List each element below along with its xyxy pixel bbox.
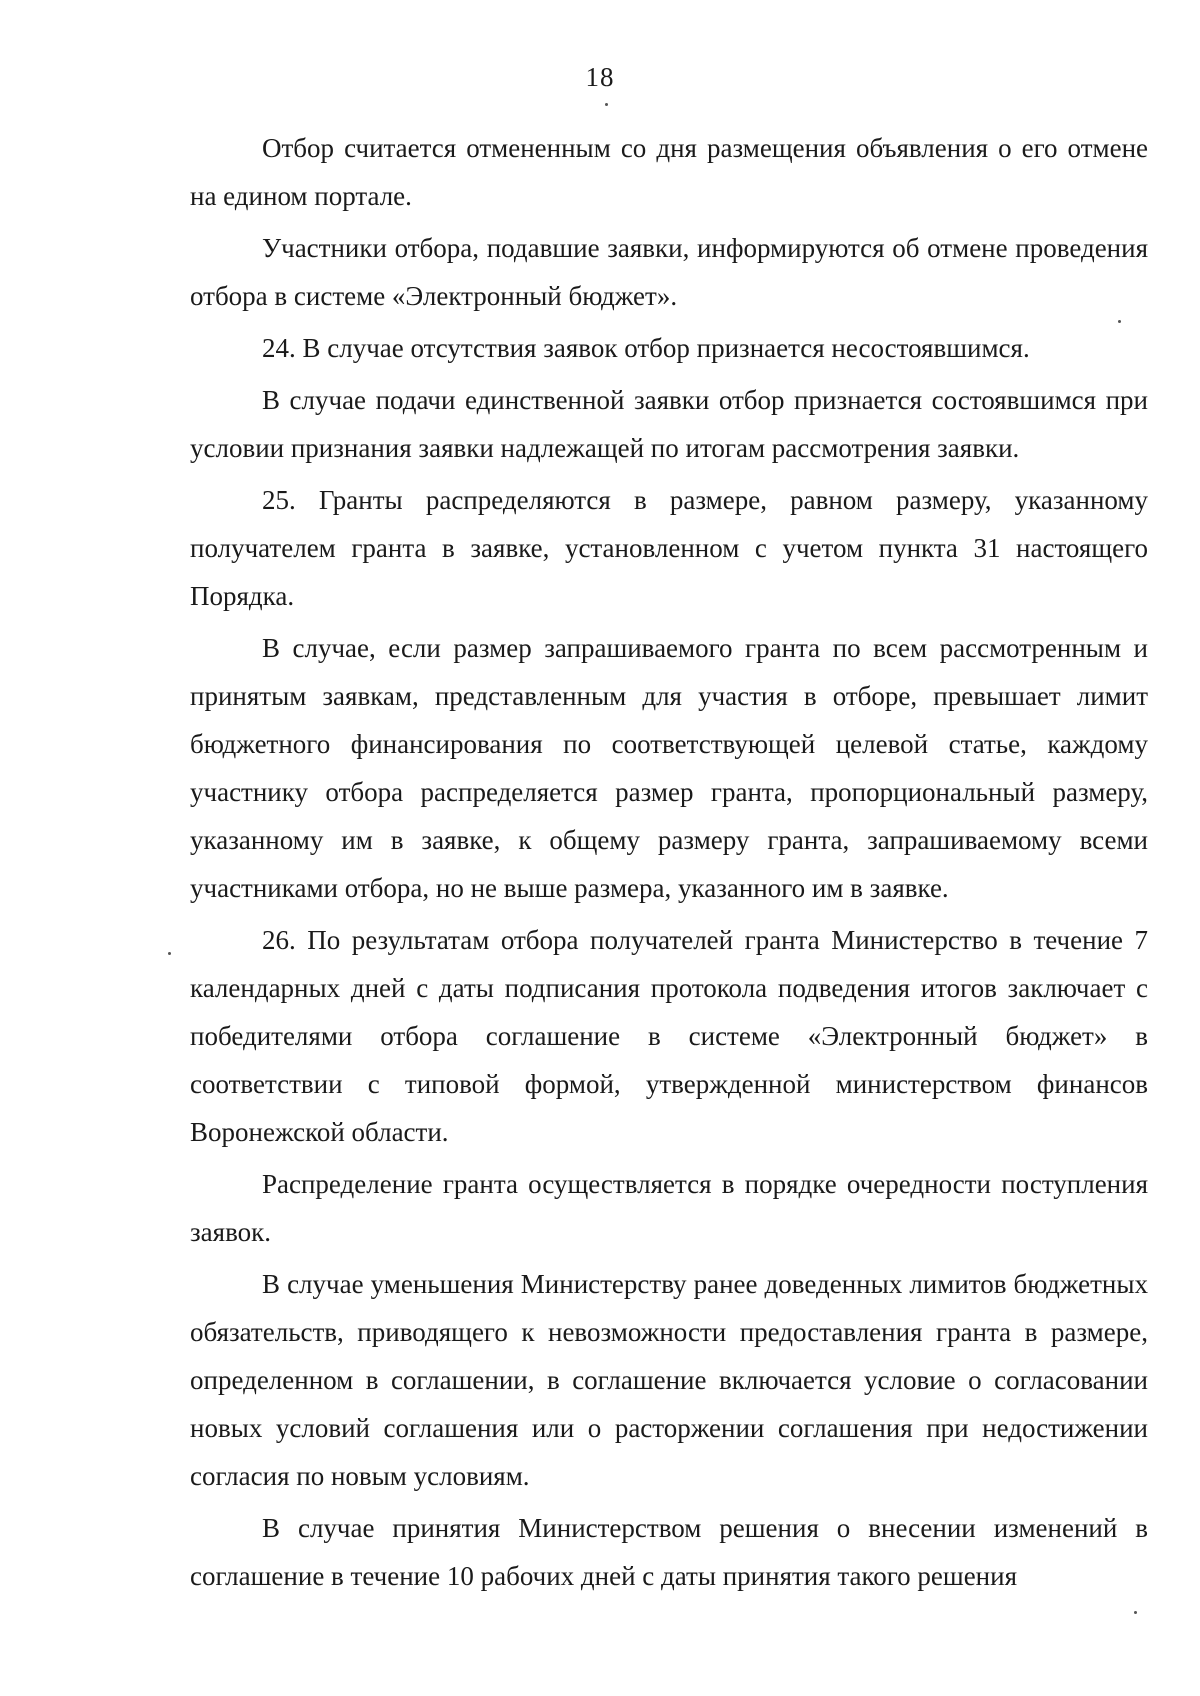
- scan-speck: [168, 952, 171, 955]
- scan-speck: [1118, 320, 1121, 323]
- document-body: [190, 124, 1148, 1604]
- scan-speck: [605, 103, 608, 106]
- paragraph: В случае подачи единственной заявки отбор признается состоявшимся при условии признания заявки надлежащей по итогам рассмотрения заявки.: [190, 385, 1148, 463]
- paragraph: В случае уменьшения Министерству ранее доведенных лимитов бюджетных обязательств, приводящего к невозможности предоставления гранта в размере, определенном в соглашении, в соглашение включается условие о согласовании новых условий соглашения или о расторжении соглашения при недостижении согласия по новым условиям.: [190, 1269, 1148, 1491]
- paragraph: 25. Гранты распределяются в размере, равном размеру, указанному получателем гранта в заявке, установленном с учетом пункта 31 настоящего Порядка.: [190, 485, 1148, 611]
- paragraph: Распределение гранта осуществляется в порядке очередности поступления заявок.: [190, 1169, 1148, 1247]
- page-number: 18: [585, 62, 615, 92]
- scan-speck: [1134, 1611, 1137, 1614]
- paragraph: В случае, если размер запрашиваемого гранта по всем рассмотренным и принятым заявкам, представленным для участия в отборе, превышает лимит бюджетного финансирования по соответствующей целевой статье, каждому участнику отбора распределяется размер гранта, пропорциональный размеру, указанному им в заявке, к общему размеру гранта, запрашиваемому всеми участниками отбора, но не выше размера, указанного им в заявке.: [190, 633, 1148, 903]
- paragraph: 26. По результатам отбора получателей гранта Министерство в течение 7 календарных дней с даты подписания протокола подведения итогов заключает с победителями отбора соглашение в системе «Электронный бюджет» в соответствии с типовой формой, утвержденной министерством финансов Воронежской области.: [190, 925, 1148, 1147]
- paragraph: В случае принятия Министерством решения о внесении изменений в соглашение в течение 10 рабочих дней с даты принятия такого решения: [190, 1513, 1148, 1591]
- paragraph: 24. В случае отсутствия заявок отбор признается несостоявшимся.: [262, 333, 1030, 363]
- paragraph: Отбор считается отмененным со дня размещения объявления о его отмене на едином портале.: [190, 133, 1148, 211]
- paragraph: Участники отбора, подавшие заявки, информируются об отмене проведения отбора в системе «Электронный бюджет».: [190, 233, 1148, 311]
